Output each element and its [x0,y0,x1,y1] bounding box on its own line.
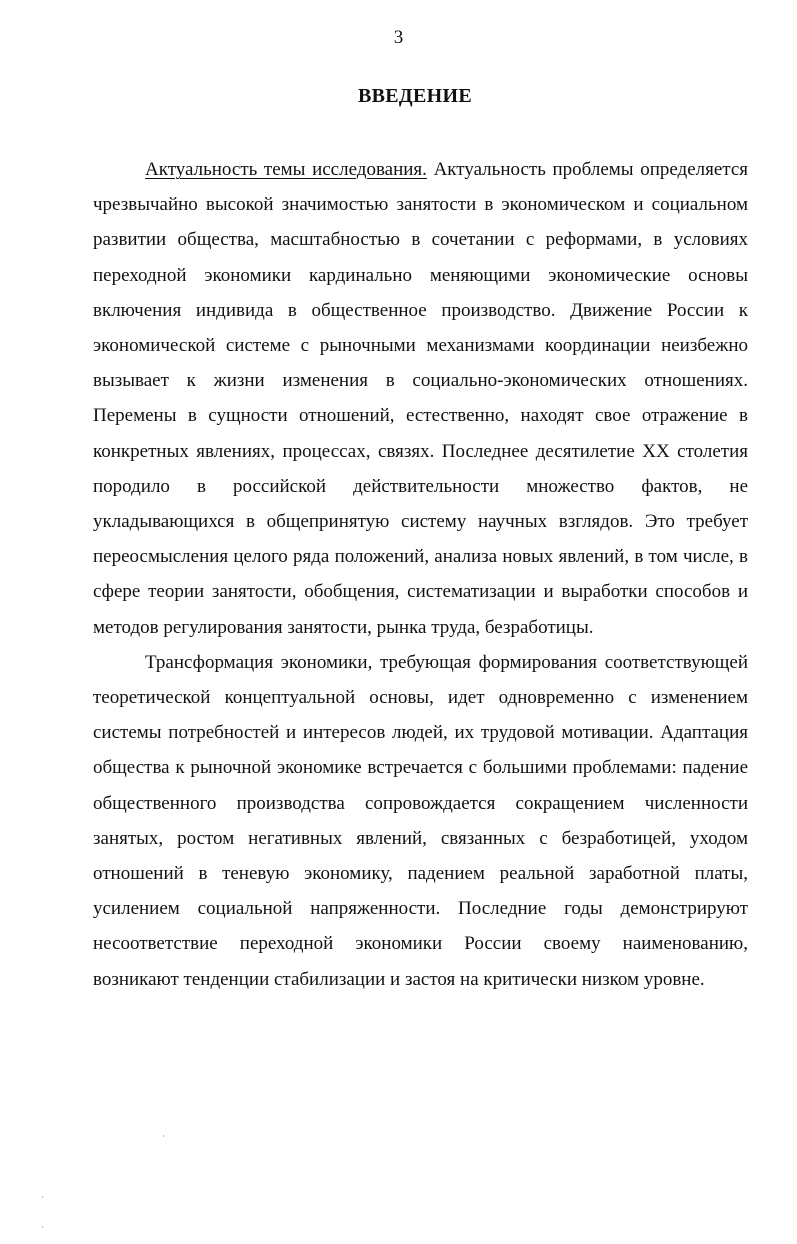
document-body [93,152,748,997]
scan-speck [42,1226,43,1228]
section-title: ВВЕДЕНИЕ [358,85,472,107]
paragraph-text: Трансформация экономики, требующая формирования соответствующей теоретической концептуальной основы, идет одновременно с изменением системы потребностей и интересов людей, их трудовой мотивации. Адаптация общества к рыночной экономике встречается с большими проблемами: падение общественного производства сопровождается сокращением численности занятых, ростом негативных явлений, связанных с безработицей, уходом отношений в теневую экономику, падением реальной заработной платы, усилением социальной напряженности. Последние годы демонстрируют несоответствие переходной экономики России своему наименованию, возникают тенденции стабилизации и застоя на критически низком уровне. [93,651,748,990]
paragraph-lead-heading: Актуальность темы исследования. [145,159,427,180]
scan-speck [163,1135,164,1137]
paragraph-text: Актуальность проблемы определяется чрезвычайно высокой значимостью занятости в экономическом и социальном развитии общества, масштабностью в сочетании с реформами, в условиях переходной экономики кардинально меняющими экономические основы включения индивида в общественное производство. Движение России к экономической системе с рыночными механизмами координации неизбежно вызывает к жизни изменения в социально-экономических отношениях. Перемены в сущности отношений, естественно, находят свое отражение в конкретных явлениях, процессах, связях. Последнее десятилетие XX столетия породило в российской действительности множество фактов, не укладывающихся в общепринятую систему научных взглядов. Это требует переосмысления целого ряда положений, анализа новых явлений, в том числе, в сфере теории занятости, обобщения, систематизации и выработки способов и методов регулирования занятости, рынка труда, безработицы. [93,159,749,638]
scan-speck [42,1196,43,1198]
paragraph-transformation [93,645,748,997]
paragraph-relevance [93,152,748,645]
page-number: 3 [393,27,404,48]
